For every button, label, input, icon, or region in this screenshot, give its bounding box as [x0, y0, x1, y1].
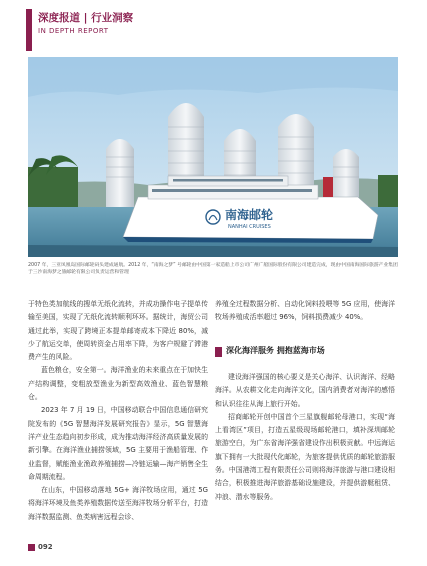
- harbor-illustration: [28, 57, 398, 257]
- page-header: [0, 0, 427, 60]
- article-right-column-body: [215, 371, 395, 504]
- paragraph: 养殖全过程数据分析、自动化饲料投喂等 5G 应用，使海洋牧场养殖成活率超过 96%，饲料损费减少 40%。: [215, 300, 395, 322]
- paragraph: 于特色类加航线的搜单无纸化流转，并成功操作电子提单传输至美国，实现了无纸化流转顺利环环。据统计，海贸公司通过此举，实现了跨境正本提单邮寄成本下降近 80%，减少了航运交单，使周转资金占用率下降，为客户规避了滞港费产生的风险。: [28, 300, 208, 362]
- article-right-column-top: [215, 298, 395, 325]
- heading-marker: [215, 347, 222, 357]
- paragraph: 招商邮轮开创中国首个三星旗舰邮轮母港口，实现“海上看湾区”项目，打造五星级现场邮轮港口，填补深圳邮轮旅游空白，为广东省海洋强省建设作出积极贡献。中远海运旗下拥有一大批现代化邮轮，为旅客提供优质的邮轮旅游服务。中国港湾工程有限责任公司则将海洋旅游与港口建设相结合，积极推进海洋旅游基础设施建设，并提供游艇租赁、冲浪、潜水等服务。: [215, 412, 395, 501]
- section-heading: [215, 345, 400, 359]
- ship-name-en: NANHAI CRUISES: [228, 224, 271, 230]
- paragraph: 建设海洋强国的核心要义是关心海洋、认识海洋、经略海洋。从农耕文化走向海洋文化，国内消费者对海洋的感悟和认识往往从海上旅行开始。: [215, 373, 395, 408]
- footer-marker: [28, 544, 35, 551]
- page-number: 092: [38, 543, 53, 551]
- paragraph: 在山东，中国移动落地 5G+ 海洋牧场应用，通过 5G 将海洋环境及鱼类养殖数据传送至海洋牧场分析平台，打造海洋数据监测、鱼类病害远程会诊、: [28, 486, 208, 521]
- cruise-ship-photo: [28, 57, 398, 257]
- paragraph: 蓝色粮仓，安全第一。海洋渔业的未来重点在于加快生产结构调整，变粗放型渔业为新型高效渔业、蓝色智慧粮仓。: [28, 366, 208, 402]
- section-title: 深度报道 | 行业洞察: [38, 12, 134, 24]
- paragraph: 2023 年 7 月 19 日，中国移动联合中国信息通信研究院发布的《5G 智慧海洋发展研究报告》显示，5G 智慧海洋产业生态趋向初步形成，成为推动海洋经济高质量发展的新引擎。在海洋渔业捕捞领域，5G 主要用于渔船管理、作业监督，赋能渔业渔政养殖捕捞—冷链运输—海产销售全生命周期流程。: [28, 406, 208, 481]
- section-heading-text: 深化海洋服务 拥抱蓝海市场: [226, 346, 325, 355]
- section-subtitle-en: IN DEPTH REPORT: [38, 27, 109, 35]
- article-left-column: [28, 298, 208, 524]
- ship-name-cn: 南海邮轮: [225, 208, 274, 222]
- photo-caption: 2007 年，三亚凤凰岛国际邮轮码头建成通航。2012 年，“南海之梦” 号邮轮由中国第一家造船上市公司广州广船国际股份有限公司建造完成，现由中国南海国际旅游产业集团于三沙南海梦之旅邮轮有限公司负责运营和管理: [28, 263, 398, 275]
- header-accent-bar: [26, 9, 32, 51]
